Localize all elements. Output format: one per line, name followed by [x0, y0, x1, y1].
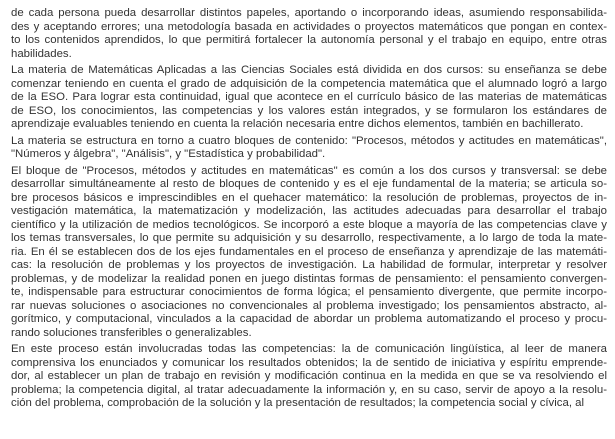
text-line: En este proceso están involucradas todas las competencias: la de comunicación lingüística, al leer de manera — [11, 343, 607, 355]
text-line: rando soluciones transferibles o generalizables. — [11, 326, 252, 339]
text-line: vestigación matemática, la matematización y modelización, las actitudes adecuadas para desarrollar el trabajo — [11, 205, 607, 217]
text-line: des y aceptando errores; una metodología basada en actividades o proyectos matemáticos que pongan en contex- — [11, 20, 607, 33]
text-line: ria. En él se establecen dos de los ejes fundamentales en el proceso de enseñanza y aprendizaje de las matemáti- — [11, 245, 607, 258]
text-line: de ESO, los conocimientos, las competencias y los valores están integrados, y se formularon los estándares de — [11, 104, 607, 117]
text-line: to los contenidos aprendidos, lo que permitirá fortalecer la autonomía personal y el trabajo en equipo, entre otras — [11, 34, 607, 46]
text-line: "Números y álgebra", "Análisis", y "Estadística y probabilidad". — [11, 148, 326, 160]
paragraph — [11, 7, 607, 61]
text-line: dor, al establecer un plan de trabajo en revisión y modificación continua en la medida en que se va resolviendo el — [11, 370, 607, 382]
text-line: La materia se estructura en torno a cuatro bloques de contenido: "Procesos, métodos y actitudes en matemáticas", — [11, 134, 607, 147]
paragraph — [11, 343, 607, 411]
text-line: desarrollar simultáneamente al resto de bloques de contenido y es el eje fundamental de la materia; se articula so- — [11, 178, 607, 190]
text-line: El bloque de "Procesos, métodos y actitudes en matemáticas" es común a los dos cursos y transversal: se debe — [11, 164, 607, 177]
text-line: comenzar teniendo en cuenta el grado de adquisición de la competencia matemática que el alumnado logró a largo — [11, 77, 607, 90]
text-line: ción del problema, comprobación de la solución y la presentación de resultados; la competencia social y cívica, al — [11, 397, 585, 409]
text-line: La materia de Matemáticas Aplicadas a las Ciencias Sociales está dividida en dos cursos: su enseñanza se debe — [11, 64, 607, 76]
text-line: problema; la competencia digital, al tratar adecuadamente la información y, en su caso, servir de apoyo a la resolu- — [11, 383, 607, 396]
text-line: de cada persona pueda desarrollar distintos papeles, aportando o incorporando ideas, asumiendo responsabilida- — [11, 7, 607, 19]
paragraph — [11, 135, 607, 162]
text-line: científico y la utilización de medios tecnológicos. Se incorporó a este bloque a mayoría de las competencias clave y — [11, 218, 607, 231]
text-line: los temas transversales, lo que permite su adquisición y su desarrollo, respectivamente, a lo largo de toda la mate- — [11, 232, 607, 244]
paragraph — [11, 165, 607, 341]
document-text — [11, 7, 607, 411]
text-line: rar nuevas soluciones o asociaciones no convencionales al problema investigado; los pensamientos abstracto, al- — [11, 299, 607, 312]
text-line: problemas, y de modelizar la realidad ponen en juego distintas formas de pensamiento: el pensamiento convergen- — [11, 272, 607, 285]
text-line: de la ESO. Para lograr esta continuidad, igual que acontece en el currículo básico de las materias de matemáticas — [11, 91, 607, 103]
paragraph — [11, 64, 607, 132]
text-line: gorítmico, y computacional, vinculados a la capacidad de abordar un problema automatizando el proceso y procu- — [11, 313, 607, 325]
text-line: aprendizaje evaluables teniendo en cuenta la relación necesaria entre dichos elementos, también en bachillerato. — [11, 118, 584, 130]
text-line: habilidades. — [11, 47, 72, 60]
text-line: cas: la resolución de problemas y los proyectos de investigación. La habilidad de formular, interpretar y resolver — [11, 259, 607, 271]
text-line: bre procesos básicos e imprescindibles en el quehacer matemático: la resolución de problemas, proyectos de in- — [11, 191, 607, 204]
text-line: comprensiva los enunciados y comunicar los resultados obtenidos; la de sentido de iniciativa y espíritu emprende- — [11, 356, 607, 369]
text-line: te, indispensable para estructurar conocimientos de forma lógica; el pensamiento divergente, que permite incorpo- — [11, 286, 607, 298]
